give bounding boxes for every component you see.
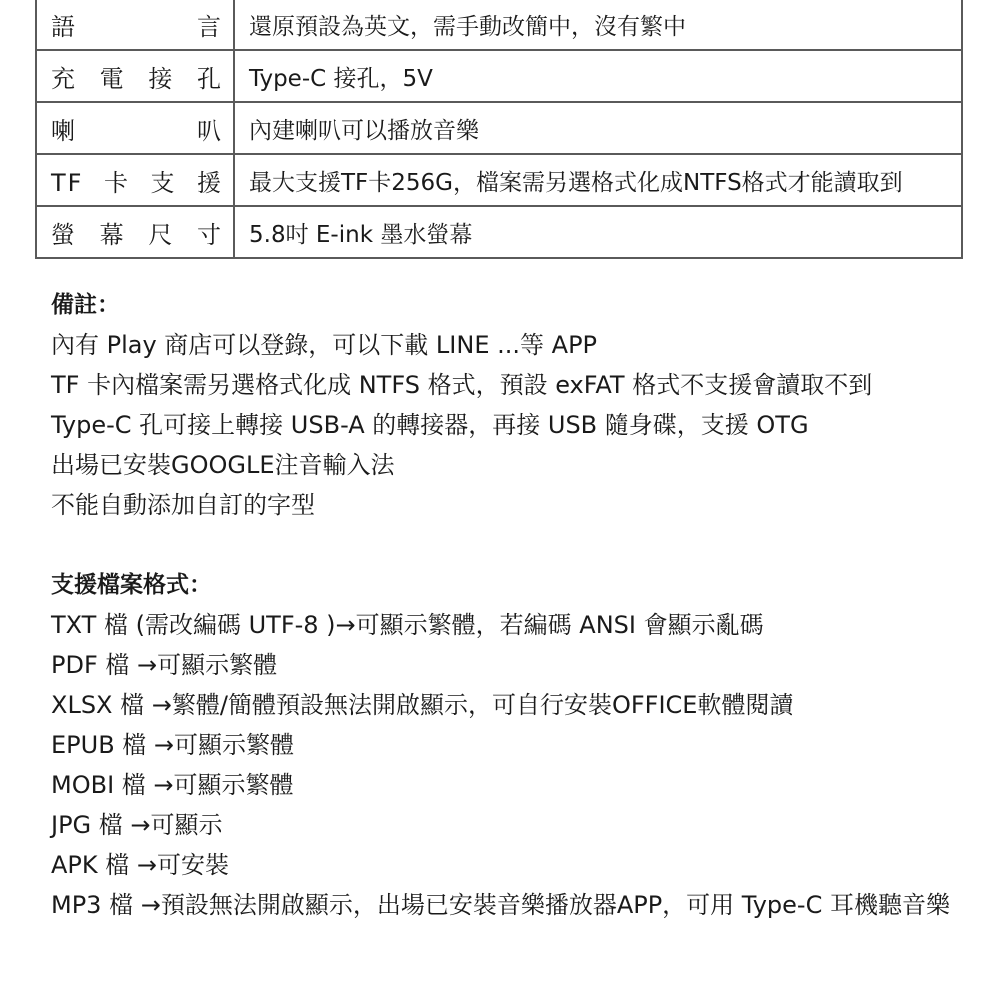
spec-label: 充電接孔 — [36, 50, 234, 102]
note-line: TF 卡內檔案需另選格式化成 NTFS 格式，預設 exFAT 格式不支援會讀取不到 — [51, 371, 873, 399]
spec-value: 內建喇叭可以播放音樂 — [234, 102, 962, 154]
spec-value: 最大支援TF卡256G，檔案需另選格式化成NTFS格式才能讀取到 — [234, 154, 962, 206]
spec-table — [35, 0, 963, 259]
format-line: MOBI 檔 →可顯示繁體 — [51, 771, 294, 799]
spec-label: 語言 — [36, 0, 234, 50]
notes-title: 備註： — [51, 292, 120, 318]
spec-row-tf-card — [36, 154, 962, 206]
spec-value: Type-C 接孔，5V — [234, 50, 962, 102]
format-line: TXT 檔 (需改編碼 UTF-8 )→可顯示繁體，若編碼 ANSI 會顯示亂碼 — [51, 611, 764, 639]
format-line: XLSX 檔 →繁體/簡體預設無法開啟顯示，可自行安裝OFFICE軟體閱讀 — [51, 691, 794, 719]
spec-label: 螢幕尺寸 — [36, 206, 234, 258]
note-line: 內有 Play 商店可以登錄，可以下載 LINE ...等 APP — [51, 331, 598, 359]
format-line: MP3 檔 →預設無法開啟顯示，出場已安裝音樂播放器APP，可用 Type-C 耳機聽音樂 — [51, 891, 950, 919]
formats-title: 支援檔案格式： — [51, 572, 212, 598]
spec-value: 5.8吋 E-ink 墨水螢幕 — [234, 206, 962, 258]
formats-section — [51, 565, 971, 925]
note-line: Type-C 孔可接上轉接 USB-A 的轉接器，再接 USB 隨身碟，支援 OTG — [51, 411, 809, 439]
note-line: 出場已安裝GOOGLE注音輸入法 — [51, 451, 395, 479]
format-line: JPG 檔 →可顯示 — [51, 811, 223, 839]
spec-value: 還原預設為英文，需手動改簡中，沒有繁中 — [234, 0, 962, 50]
spec-row-speaker — [36, 102, 962, 154]
notes-section — [51, 285, 971, 525]
format-line: APK 檔 →可安裝 — [51, 851, 229, 879]
spec-label: TF卡支援 — [36, 154, 234, 206]
spec-row-screen-size — [36, 206, 962, 258]
spec-row-language — [36, 0, 962, 50]
note-line: 不能自動添加自訂的字型 — [51, 491, 315, 519]
spec-label: 喇叭 — [36, 102, 234, 154]
format-line: PDF 檔 →可顯示繁體 — [51, 651, 278, 679]
spec-row-charging-port — [36, 50, 962, 102]
format-line: EPUB 檔 →可顯示繁體 — [51, 731, 295, 759]
